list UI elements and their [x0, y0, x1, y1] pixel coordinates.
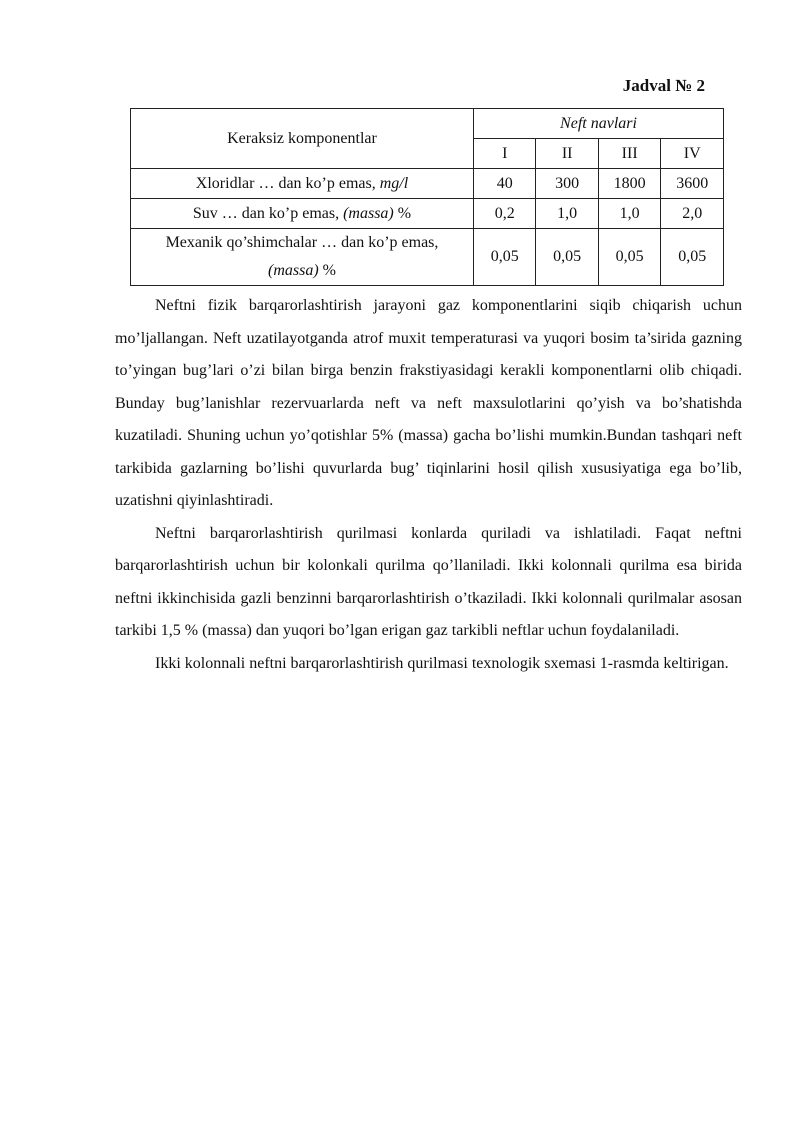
grade-cell: III	[598, 139, 661, 169]
impurities-table	[130, 108, 724, 286]
table-cell: 1,0	[598, 199, 661, 229]
table-caption: Jadval № 2	[622, 76, 705, 95]
paragraph: Neftni barqarorlashtirish qurilmasi konlarda quriladi va ishlatiladi. Faqat neftni barqarorlashtirish uchun bir kolonkali qurilma qo’llaniladi. Ikki kolonnali qurilma esa birida neftni ikkinchisida gazli benzinni barqarorlashtirish o’tkaziladi. Ikki kolonnali qurilmalar asosan tarkibi 1,5 % (massa) dan yuqori bo’lgan erigan gaz tarkibli neftlar uchun foydalaniladi.	[115, 524, 742, 639]
row-label-text: Mexanik qo’shimchalar … dan ko’p emas,	[165, 234, 439, 251]
header-oil-grades-text: Neft navlari	[560, 114, 637, 132]
table-cell: 3600	[661, 169, 724, 199]
table-cell: 0,05	[598, 229, 661, 286]
paragraph: Ikki kolonnali neftni barqarorlashtirish qurilmasi texnologik sxemasi 1-rasmda keltirigan.	[155, 654, 729, 672]
table-header-row	[131, 109, 724, 139]
table-cell: 0,05	[536, 229, 598, 286]
row-label-unit: mg/l	[379, 174, 409, 192]
row-label-mechanical	[131, 229, 474, 286]
table-cell: 0,05	[661, 229, 724, 286]
row-label-chlorides	[131, 169, 474, 199]
table-cell: 40	[474, 169, 536, 199]
table-cell: 1,0	[536, 199, 598, 229]
table-cell: 2,0	[661, 199, 724, 229]
paragraph: Neftni fizik barqarorlashtirish jarayoni gaz komponentlarini siqib chiqarish uchun mo’ljallangan. Neft uzatilayotganda atrof muxit temperaturasi va yuqori bosim ta’sirida gazning to’yingan bug’lari o’zi bilan birga benzin frakstiyasidagi kerakli komponentlarni olib chiqadi. Bunday bug’lanishlar rezervuarlarda neft va neft maxsulotlarini qo’yish va bo’shatishda kuzatiladi. Shuning uchun yo’qotishlar 5% (massa) gacha bo’lishi mumkin.Bundan tashqari neft tarkibida gazlarning bo’lishi quvurlarda bug’ tiqinlarini hosil qilish xususiyatiga ega bo’lib, uzatishni qiyinlashtiradi.	[115, 297, 742, 509]
table-cell: 0,2	[474, 199, 536, 229]
table-row	[131, 169, 724, 199]
table-cell: 300	[536, 169, 598, 199]
header-components: Keraksiz komponentlar	[131, 109, 474, 169]
header-oil-grades	[474, 109, 724, 139]
row-label-line2	[131, 261, 473, 281]
table-row	[131, 199, 724, 229]
row-label-text: Suv … dan ko’p emas,	[192, 204, 344, 222]
grade-cell: I	[474, 139, 536, 169]
row-label-unit: (massa)	[343, 204, 394, 222]
row-label-water	[131, 199, 474, 229]
table-cell: 1800	[598, 169, 661, 199]
body-text	[115, 290, 742, 680]
row-label-suffix: %	[393, 204, 412, 222]
grade-cell: IV	[661, 139, 724, 169]
table-row	[131, 229, 724, 286]
row-label-unit: (massa)	[268, 262, 319, 279]
grade-cell: II	[536, 139, 598, 169]
row-label-suffix: %	[318, 262, 336, 279]
row-label-text: Xloridlar … dan ko’p emas,	[195, 174, 380, 192]
table-cell: 0,05	[474, 229, 536, 286]
